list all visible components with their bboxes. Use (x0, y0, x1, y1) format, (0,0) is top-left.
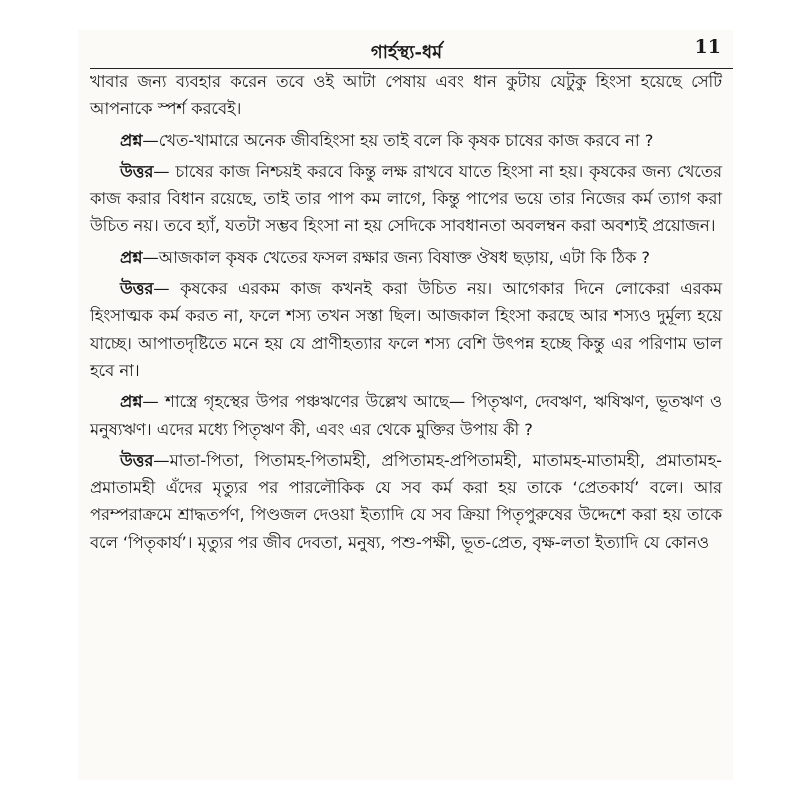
running-title: গার্হস্থ্য-ধর্ম (370, 42, 443, 63)
answer-label: উত্তর (120, 279, 154, 299)
page-body (90, 68, 722, 560)
answer-text: —মাতা-পিতা, পিতামহ-পিতামহী, প্রপিতামহ-প্রপিতামহী, মাতামহ-মাতামহী, প্রমাতামহ-প্রমাতামহী এঁদের মৃত্যুর পর পারলৌকিক যে সব কর্ম করা হয় তাকে ‘প্রেতকার্য’ বলে। আর পরম্পরাক্রমে শ্রাদ্ধতর্পণ, পিণ্ডজল দেওয়া ইত্যাদি যে সব ক্রিয়া পিতৃপুরুষের উদ্দেশে করা হয় তাকে বলে ‘পিতৃকার্য’। মৃত্যুর পর জীব দেবতা, মনুষ্য, পশু-পক্ষী, ভূত-প্রেত, বৃক্ষ-লতা ইত্যাদি যে কোনও (90, 450, 722, 552)
question-text: —খেত-খামারে অনেক জীবহিংসা হয় তাই বলে কি কৃষক চাষের কাজ করবে না ? (142, 130, 654, 150)
question-paragraph (90, 388, 722, 443)
question-label: প্রশ্ন (120, 130, 143, 150)
answer-text: — কৃষকের এরকম কাজ কখনই করা উচিত নয়। আগেকার দিনে লোকেরা এরকম হিংসাত্মক কর্ম করত না, ফলে শস্য তখন সস্তা ছিল। আজকাল হিংসা করছে আর শস্যও দুর্মূল্য হয়ে যাচ্ছে। আপাতদৃষ্টিতে মনে হয় যে প্রাণীহত্যার ফলে শস্য বেশি উৎপন্ন হচ্ছে কিন্তু এর পরিণাম ভাল হবে না। (90, 279, 722, 380)
question-text: — শাস্ত্রে গৃহস্থের উপর পঞ্চঋণের উল্লেখ আছে— পিতৃঋণ, দেবঋণ, ঋষিঋণ, ভূতঋণ ও মনুষ্যঋণ। এদের মধ্যে পিতৃঋণ কী, এবং এর থেকে মুক্তির উপায় কী ? (90, 392, 722, 439)
page-header (84, 34, 729, 68)
answer-label: উত্তর (120, 450, 154, 470)
question-label: প্রশ্ন (120, 247, 143, 267)
answer-text: — চাষের কাজ নিশ্চয়ই করবে কিন্তু লক্ষ রাখবে যাতে হিংসা না হয়। কৃষকের জন্য খেতের কাজ করার বিধান রয়েছে, তাই তার পাপ কম লাগে, কিন্তু পাপের ভয়ে তার নিজের কর্ম ত্যাগ করা উচিত নয়। তবে হ্যাঁ, যতটা সম্ভব হিংসা না হয় সেদিকে সাবধানতা অবলম্বন করা অবশ্যই প্রয়োজন। (90, 161, 722, 236)
answer-paragraph (90, 447, 722, 556)
page-number: 11 (694, 36, 721, 58)
answer-paragraph (90, 275, 722, 384)
book-page (78, 30, 733, 780)
paragraph-text: খাবার জন্য ব্যবহার করেন তবে ওই আটা পেষায় এবং ধান কুটায় যেটুকু হিংসা হয়েছে সেটি আপনাকে স্পর্শ করবেই। (90, 72, 722, 119)
question-label: প্রশ্ন (120, 392, 143, 412)
question-paragraph (90, 127, 722, 154)
paragraph-continuation (90, 68, 722, 123)
answer-paragraph (90, 158, 722, 240)
answer-label: উত্তর (120, 161, 154, 181)
question-paragraph (90, 244, 722, 271)
question-text: —আজকাল কৃষক খেতের ফসল রক্ষার জন্য বিষাক্ত ঔষধ ছড়ায়, এটা কি ঠিক ? (142, 247, 651, 267)
